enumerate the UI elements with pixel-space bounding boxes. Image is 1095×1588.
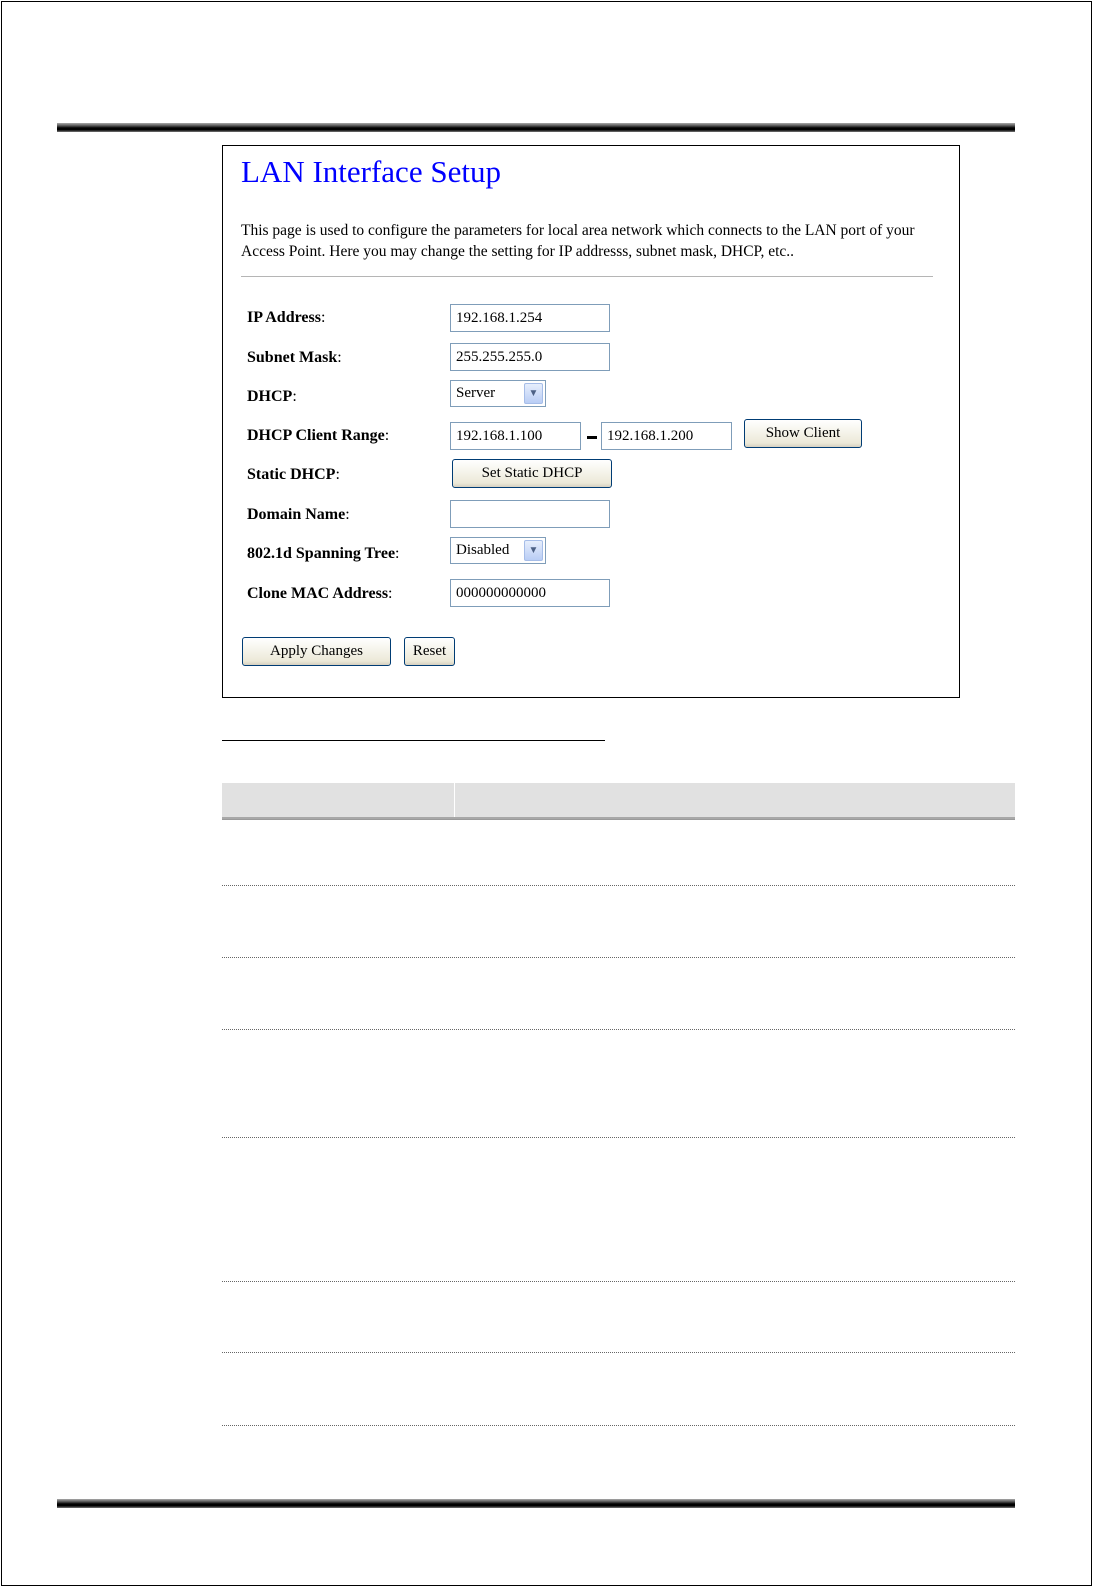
domain-name-input[interactable]	[450, 500, 610, 528]
page-description: This page is used to configure the parameters for local area network which connects to the LAN port of your Access Point. Here you may change the setting for IP addresss, subnet mask, DHCP, etc..	[241, 222, 915, 260]
ip-address-input[interactable]: 192.168.1.254	[450, 304, 610, 332]
apply-changes-button[interactable]: Apply Changes	[242, 637, 391, 666]
dhcp-label: DHCP:	[247, 388, 297, 405]
clone-mac-input[interactable]: 000000000000	[450, 579, 610, 607]
dhcp-range-start-input[interactable]: 192.168.1.100	[450, 422, 581, 450]
table-header	[222, 783, 1015, 819]
spanning-tree-select[interactable]: Disabled ▼	[450, 537, 546, 564]
dhcp-select[interactable]: Server ▼	[450, 380, 546, 407]
header-rule	[57, 123, 1015, 132]
chevron-down-icon[interactable]: ▼	[524, 540, 543, 561]
table-row	[222, 819, 1015, 820]
show-client-button[interactable]: Show Client	[744, 419, 862, 448]
static-dhcp-label: Static DHCP:	[247, 466, 340, 483]
domain-name-label: Domain Name:	[247, 506, 350, 523]
header-separator	[454, 783, 455, 817]
divider	[241, 276, 933, 277]
spanning-tree-label: 802.1d Spanning Tree:	[247, 545, 400, 562]
dhcp-range-end-input[interactable]: 192.168.1.200	[601, 422, 732, 450]
lan-setup-panel	[222, 145, 960, 698]
caption-underline	[222, 740, 605, 741]
subnet-mask-input[interactable]: 255.255.255.0	[450, 343, 610, 371]
footer-rule	[57, 1499, 1015, 1508]
dhcp-range-label: DHCP Client Range:	[247, 427, 390, 444]
table-row	[222, 1425, 1015, 1426]
reset-button[interactable]: Reset	[404, 637, 455, 666]
table-row	[222, 1029, 1015, 1030]
table-row	[222, 1137, 1015, 1138]
table-row	[222, 957, 1015, 958]
page-title: LAN Interface Setup	[241, 154, 501, 189]
ip-address-label: IP Address:	[247, 309, 326, 326]
clone-mac-label: Clone MAC Address:	[247, 585, 393, 602]
chevron-down-icon[interactable]: ▼	[524, 383, 543, 404]
range-dash	[587, 436, 597, 439]
subnet-mask-label: Subnet Mask:	[247, 349, 342, 366]
table-row	[222, 1281, 1015, 1282]
set-static-dhcp-button[interactable]: Set Static DHCP	[452, 459, 612, 488]
table-row	[222, 885, 1015, 886]
table-row	[222, 1352, 1015, 1353]
